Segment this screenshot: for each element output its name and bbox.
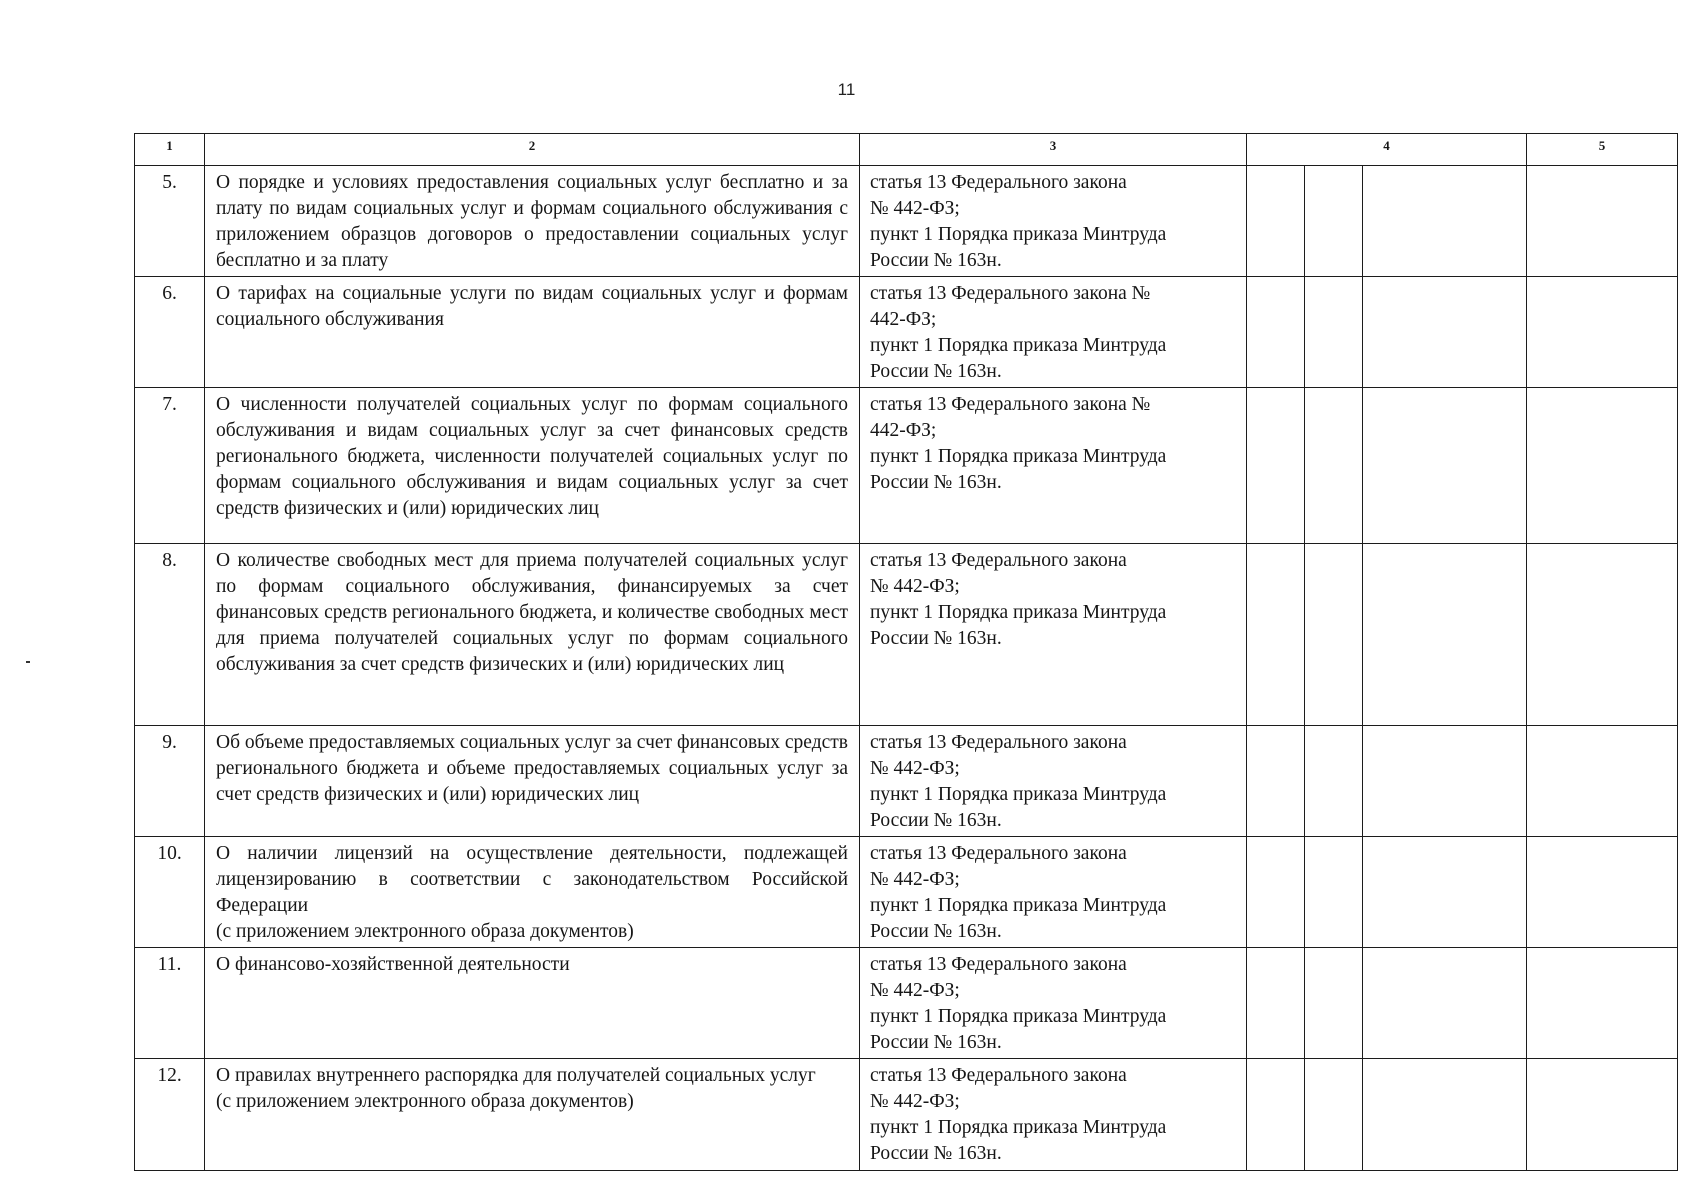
description-text: О правилах внутреннего распорядка для получателей социальных услуг bbox=[216, 1065, 816, 1086]
blank-cell bbox=[1247, 388, 1305, 544]
blank-cell bbox=[1363, 1059, 1527, 1171]
description-text: О финансово-хозяйственной деятельности bbox=[216, 954, 570, 975]
law-line: статья 13 Федерального закона bbox=[870, 954, 1127, 975]
blank-cell bbox=[1527, 388, 1678, 544]
law-line: статья 13 Федерального закона № bbox=[870, 283, 1151, 304]
blank-cell bbox=[1305, 277, 1363, 388]
table-row bbox=[135, 277, 1678, 388]
row-number: 7. bbox=[135, 388, 205, 544]
law-line: статья 13 Федерального закона bbox=[870, 1065, 1127, 1086]
header-col-5: 5 bbox=[1527, 134, 1678, 166]
row-description bbox=[205, 726, 860, 837]
row-legal-basis bbox=[860, 1059, 1247, 1171]
blank-cell bbox=[1363, 277, 1527, 388]
page-number: 11 bbox=[837, 80, 856, 99]
blank-cell bbox=[1305, 1059, 1363, 1171]
law-line: № 442-ФЗ; bbox=[870, 869, 960, 890]
row-number: 5. bbox=[135, 166, 205, 277]
row-number: 12. bbox=[135, 1059, 205, 1171]
law-line: пункт 1 Порядка приказа Минтруда bbox=[870, 446, 1167, 467]
scan-speck bbox=[26, 661, 30, 663]
blank-cell bbox=[1247, 1059, 1305, 1171]
blank-cell bbox=[1247, 948, 1305, 1059]
table-header-row bbox=[135, 134, 1678, 166]
law-line: статья 13 Федерального закона bbox=[870, 550, 1127, 571]
row-legal-basis bbox=[860, 948, 1247, 1059]
blank-cell bbox=[1305, 388, 1363, 544]
description-text: О численности получателей социальных услуг по формам социального обслуживания и видам социальных услуг за счет финансовых средств регионального бюджета, численности получателей социальных услуг по формам социального обслуживания и видам социальных услуг за счет средств физических и (или) юридических лиц bbox=[216, 394, 848, 519]
blank-cell bbox=[1247, 277, 1305, 388]
law-line: статья 13 Федерального закона bbox=[870, 732, 1127, 753]
law-line: пункт 1 Порядка приказа Минтруда bbox=[870, 602, 1167, 623]
law-line: пункт 1 Порядка приказа Минтруда bbox=[870, 784, 1167, 805]
blank-cell bbox=[1527, 277, 1678, 388]
row-legal-basis bbox=[860, 837, 1247, 948]
row-description bbox=[205, 544, 860, 726]
description-note: (с приложением электронного образа документов) bbox=[216, 921, 634, 942]
row-legal-basis bbox=[860, 166, 1247, 277]
description-text: О количестве свободных мест для приема получателей социальных услуг по формам социального обслуживания, финансируемых за счет финансовых средств регионального бюджета, и количестве свободных мест для приема получателей социальных услуг по формам социального обслуживания за счет средств физических и (или) юридических лиц bbox=[216, 550, 848, 675]
law-line: № 442-ФЗ; bbox=[870, 576, 960, 597]
blank-cell bbox=[1363, 166, 1527, 277]
blank-cell bbox=[1527, 837, 1678, 948]
blank-cell bbox=[1363, 837, 1527, 948]
blank-cell bbox=[1247, 544, 1305, 726]
row-legal-basis bbox=[860, 544, 1247, 726]
law-line: России № 163н. bbox=[870, 361, 1002, 382]
law-line: России № 163н. bbox=[870, 628, 1002, 649]
table-row bbox=[135, 544, 1678, 726]
row-description bbox=[205, 1059, 860, 1171]
law-line: пункт 1 Порядка приказа Минтруда bbox=[870, 335, 1167, 356]
law-line: России № 163н. bbox=[870, 1032, 1002, 1053]
row-legal-basis bbox=[860, 388, 1247, 544]
law-line: пункт 1 Порядка приказа Минтруда bbox=[870, 1117, 1167, 1138]
row-legal-basis bbox=[860, 726, 1247, 837]
blank-cell bbox=[1527, 726, 1678, 837]
header-col-4: 4 bbox=[1247, 134, 1527, 166]
law-line: России № 163н. bbox=[870, 810, 1002, 831]
description-text: О наличии лицензий на осуществление деятельности, подлежащей лицензированию в соответствии с законодательством Российской Федерации bbox=[216, 843, 848, 916]
description-note: (с приложением электронного образа документов) bbox=[216, 1091, 634, 1112]
row-number: 6. bbox=[135, 277, 205, 388]
row-description bbox=[205, 837, 860, 948]
row-number: 8. bbox=[135, 544, 205, 726]
law-line: пункт 1 Порядка приказа Минтруда bbox=[870, 895, 1167, 916]
blank-cell bbox=[1305, 726, 1363, 837]
law-line: России № 163н. bbox=[870, 250, 1002, 271]
description-text: О порядке и условиях предоставления социальных услуг бесплатно и за плату по видам социальных услуг и формам социального обслуживания с приложением образцов договоров о предоставлении социальных услуг бесплатно и за плату bbox=[216, 172, 848, 271]
header-col-2: 2 bbox=[205, 134, 860, 166]
blank-cell bbox=[1363, 726, 1527, 837]
row-description bbox=[205, 166, 860, 277]
law-line: пункт 1 Порядка приказа Минтруда bbox=[870, 1006, 1167, 1027]
row-number: 11. bbox=[135, 948, 205, 1059]
law-line: России № 163н. bbox=[870, 1143, 1002, 1164]
law-line: статья 13 Федерального закона bbox=[870, 172, 1127, 193]
row-description bbox=[205, 948, 860, 1059]
law-line: № 442-ФЗ; bbox=[870, 980, 960, 1001]
law-line: России № 163н. bbox=[870, 921, 1002, 942]
table-row bbox=[135, 166, 1678, 277]
law-line: 442-ФЗ; bbox=[870, 420, 937, 441]
blank-cell bbox=[1305, 166, 1363, 277]
blank-cell bbox=[1305, 837, 1363, 948]
description-text: О тарифах на социальные услуги по видам социальных услуг и формам социального обслуживания bbox=[216, 283, 848, 330]
law-line: 442-ФЗ; bbox=[870, 309, 937, 330]
row-number: 9. bbox=[135, 726, 205, 837]
law-line: пункт 1 Порядка приказа Минтруда bbox=[870, 224, 1167, 245]
table-row bbox=[135, 837, 1678, 948]
blank-cell bbox=[1247, 166, 1305, 277]
table-row bbox=[135, 726, 1678, 837]
blank-cell bbox=[1247, 726, 1305, 837]
table-row bbox=[135, 388, 1678, 544]
law-line: статья 13 Федерального закона № bbox=[870, 394, 1151, 415]
law-line: № 442-ФЗ; bbox=[870, 758, 960, 779]
blank-cell bbox=[1527, 948, 1678, 1059]
document-table bbox=[134, 133, 1678, 1171]
blank-cell bbox=[1527, 544, 1678, 726]
table-row bbox=[135, 948, 1678, 1059]
blank-cell bbox=[1305, 948, 1363, 1059]
table-row bbox=[135, 1059, 1678, 1171]
blank-cell bbox=[1363, 948, 1527, 1059]
blank-cell bbox=[1527, 1059, 1678, 1171]
description-text: Об объеме предоставляемых социальных услуг за счет финансовых средств регионального бюджета и объеме предоставляемых социальных услуг за счет средств физических и (или) юридических лиц bbox=[216, 732, 848, 805]
blank-cell bbox=[1527, 166, 1678, 277]
law-line: № 442-ФЗ; bbox=[870, 198, 960, 219]
blank-cell bbox=[1363, 388, 1527, 544]
row-legal-basis bbox=[860, 277, 1247, 388]
law-line: России № 163н. bbox=[870, 472, 1002, 493]
blank-cell bbox=[1247, 837, 1305, 948]
row-description bbox=[205, 388, 860, 544]
law-line: статья 13 Федерального закона bbox=[870, 843, 1127, 864]
row-description bbox=[205, 277, 860, 388]
header-col-1: 1 bbox=[135, 134, 205, 166]
header-col-3: 3 bbox=[860, 134, 1247, 166]
blank-cell bbox=[1363, 544, 1527, 726]
row-number: 10. bbox=[135, 837, 205, 948]
law-line: № 442-ФЗ; bbox=[870, 1091, 960, 1112]
blank-cell bbox=[1305, 544, 1363, 726]
